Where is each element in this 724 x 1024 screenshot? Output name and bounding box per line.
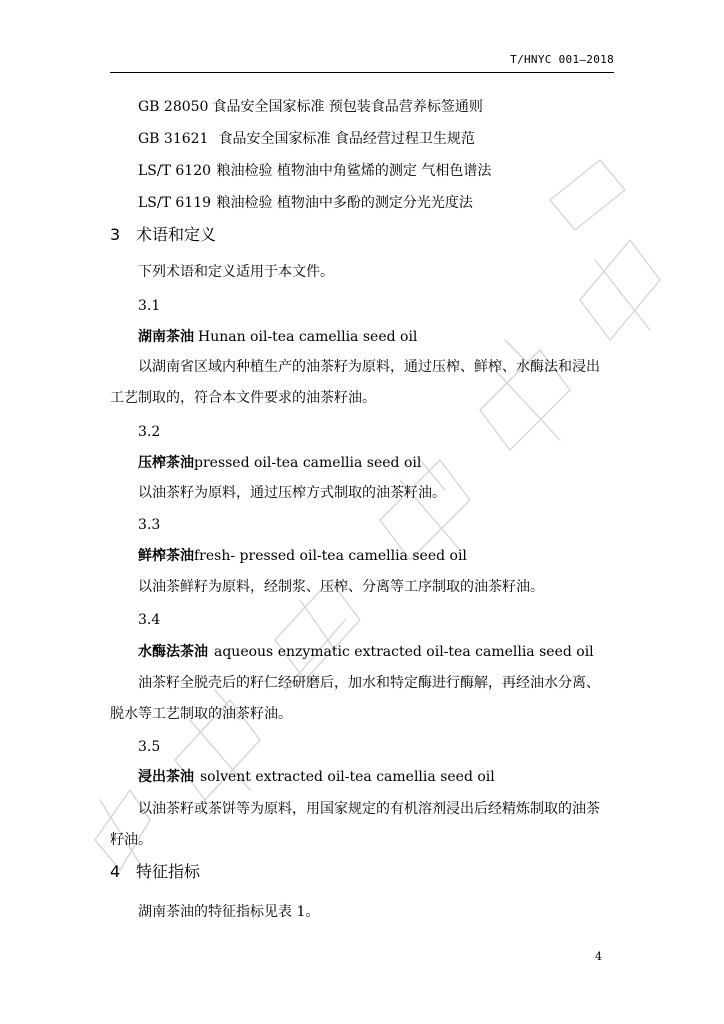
header-divider: [110, 72, 614, 73]
term-definition: 以油茶籽或茶饼等为原料，用国家规定的有机溶剂浸出后经精炼制取的油茶: [138, 801, 600, 817]
term-definition: 以湖南省区域内种植生产的油茶籽为原料，通过压榨、鲜榨、水酶法和浸出: [138, 359, 600, 375]
term-number: 3.4: [138, 612, 161, 628]
term-chinese: 浸出茶油: [138, 769, 194, 785]
term-english: aqueous enzymatic extracted oil-tea camellia seed oil: [214, 644, 594, 660]
term-definition: 脱水等工艺制取的油茶籽油。: [110, 706, 292, 722]
reference-title: 食品安全国家标准 预包装食品营养标签通则: [212, 99, 483, 115]
reference-title: 食品安全国家标准 食品经营过程卫生规范: [218, 131, 475, 147]
term-heading: [138, 546, 467, 566]
term-chinese: 水酶法茶油: [138, 644, 208, 660]
term-chinese: 湖南茶油: [138, 329, 194, 345]
reference-item: [138, 161, 491, 181]
term-definition: 工艺制取的，符合本文件要求的油茶籽油。: [110, 390, 376, 406]
term-definition: 以油茶鲜籽为原料，经制浆、压榨、分离等工序制取的油茶籽油。: [138, 579, 544, 595]
term-definition: 籽油。: [110, 832, 152, 848]
section-number: 3: [110, 225, 121, 244]
term-number: 3.2: [138, 424, 161, 440]
term-definition: 油茶籽全脱壳后的籽仁经研磨后，加水和特定酶进行酶解，再经油水分离、: [138, 675, 600, 691]
reference-item: [138, 193, 473, 213]
term-heading: [138, 327, 417, 347]
term-definition: 以油茶籽为原料，通过压榨方式制取的油茶籽油。: [138, 485, 446, 501]
term-chinese: 鲜榨茶油: [138, 548, 194, 564]
section-heading: [110, 224, 216, 246]
reference-code: LS/T 6120: [138, 163, 212, 179]
term-heading: [138, 453, 421, 473]
reference-title: 粮油检验 植物油中多酚的测定分光光度法: [216, 195, 473, 211]
section-intro: 下列术语和定义适用于本文件。: [138, 264, 334, 280]
section-title: 术语和定义: [136, 225, 217, 244]
reference-item: [138, 129, 475, 149]
reference-code: LS/T 6119: [138, 195, 212, 211]
reference-title: 粮油检验 植物油中角鲨烯的测定 气相色谱法: [216, 163, 492, 179]
page-number: 4: [595, 950, 602, 963]
section-heading: [110, 861, 200, 883]
term-heading: [138, 767, 495, 787]
section-title: 特征指标: [136, 862, 201, 881]
term-heading: [138, 642, 594, 662]
reference-code: GB 28050: [138, 99, 209, 115]
term-number: 3.1: [138, 298, 161, 314]
term-number: 3.3: [138, 517, 161, 533]
term-number: 3.5: [138, 739, 161, 755]
term-english: solvent extracted oil-tea camellia seed oil: [200, 769, 495, 785]
section-number: 4: [110, 862, 121, 881]
term-english: fresh- pressed oil-tea camellia seed oil: [194, 548, 467, 564]
term-english: pressed oil-tea camellia seed oil: [194, 455, 422, 471]
reference-item: [138, 97, 483, 117]
section-intro: 湖南茶油的特征指标见表 1。: [138, 904, 320, 920]
reference-code: GB 31621: [138, 131, 209, 147]
term-chinese: 压榨茶油: [138, 455, 194, 471]
document-code: T/HNYC 001—2018: [510, 53, 614, 66]
term-english: Hunan oil-tea camellia seed oil: [198, 329, 418, 345]
